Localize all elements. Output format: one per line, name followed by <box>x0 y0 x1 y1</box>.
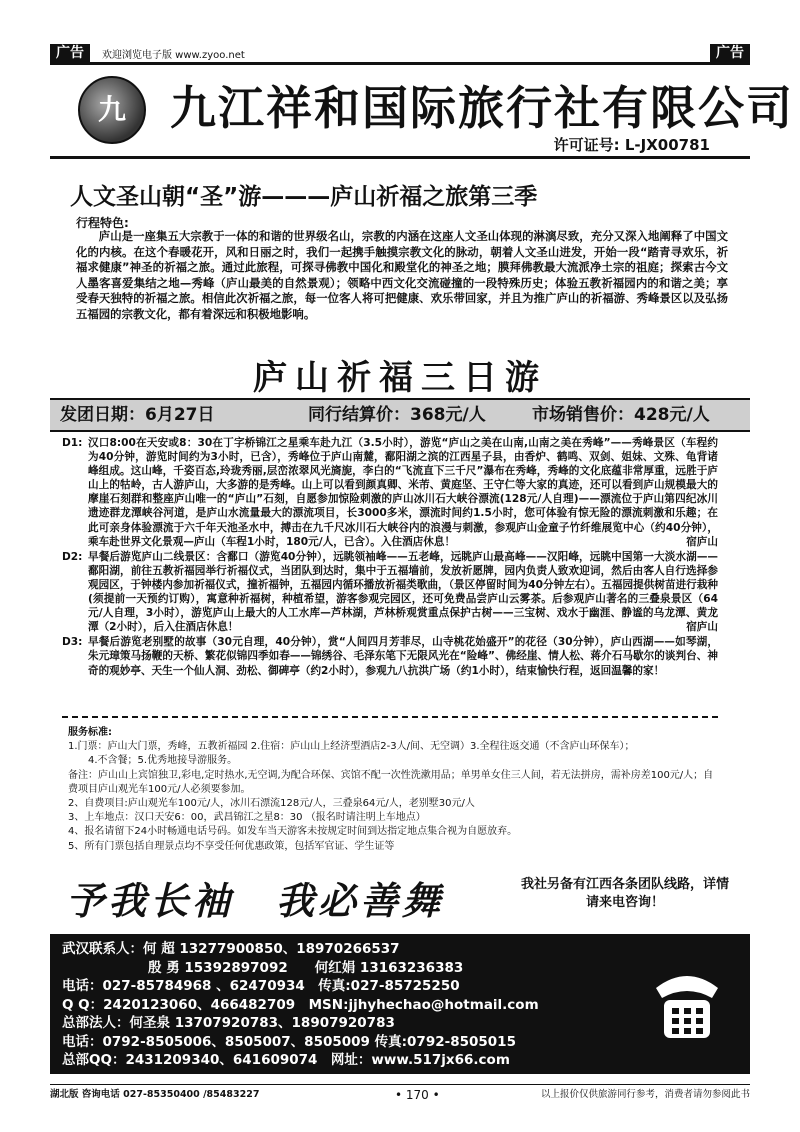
day-label: D3: <box>62 636 83 649</box>
telephone-icon <box>652 966 722 1044</box>
contact-line: 武汉联系人：何 超 13277900850、18970266537 <box>62 941 400 957</box>
day-label: D1: <box>62 437 83 449</box>
day-label: D2: <box>62 550 83 563</box>
peer-price: 同行结算价：368元/人 <box>308 405 486 425</box>
service-heading: 服务标准: <box>68 727 112 738</box>
ad-tag-left: 广告 <box>50 44 90 62</box>
contact-line: 总部法人：何圣泉 13707920783、18907920783 <box>62 1015 395 1031</box>
footer-left: 湖北版 咨询电话 027-85350400 /85483227 <box>50 1089 260 1100</box>
itinerary <box>62 436 718 679</box>
tour-subtitle: 庐山祈福三日游 <box>253 358 547 398</box>
top-bar <box>50 44 750 65</box>
slogan: 予我长袖 我必善舞 <box>66 878 445 923</box>
contact-panel <box>50 934 750 1074</box>
service-line: 备注：庐山山上宾馆独卫,彩电,定时热水,无空调,为配合环保、宾馆不配一次性洗漱用品；单男单女住三人间，若无法拼房，需补房差100元/人；自费项目庐山观光车100元/人必须要参加。 <box>68 769 714 795</box>
features-heading: 行程特色: <box>76 216 129 230</box>
contact-line: 电话：027-85784968 、62470934 传真:027-85725250 <box>62 978 460 994</box>
features-text: 庐山是一座集五大宗教于一体的和谐的世界级名山，宗教的内涵在这座人文圣山体现的淋漓尽致，充分又深入地阐释了中国文化的内核。在这个春暖花开，风和日丽之时，我们一起携手触摸宗教文化的脉动，朝着人文圣山进发，开始一段“踏青寻欢乐，祈福求健康”神圣的祈福之旅。通过此旅程，可探寻佛教中国化和殿堂化的神圣之地；膜拜佛教最大流派净土宗的祖庭；探索古今文人墨客喜爱集结之地—秀峰（庐山最美的自然景观）；领略中西文化交流碰撞的一段特殊历史；体验五教祈福园内的和谐之美；享受春天独特的祈福之旅。相信此次祈福之旅，每一位客人将可把健康、欢乐带回家，并且为推广庐山的祈福游、秀峰景区以及弘扬五福园的宗教文化，都有着深远和积极地影响。 <box>76 229 728 321</box>
license-number: 许可证号: L-JX00781 <box>553 136 710 154</box>
route-note: 我社另备有江西各条团队线路，详情请来电咨询！ <box>520 877 729 910</box>
site-text: 欢迎浏览电子版 www.zyoo.net <box>102 50 245 61</box>
market-price: 市场销售价：428元/人 <box>532 405 710 425</box>
itinerary-day-1 <box>62 436 718 549</box>
day-stay: 宿庐山 <box>686 621 718 634</box>
day-text: 早餐后游览庐山二线景区：含鄱口（游览40分钟），远眺领袖峰——五老峰，远眺庐山最高峰——汉阳峰，远眺中国第一大淡水湖——鄱阳湖，前往五教祈福园举行祈福仪式，当团队到达时，集中于五福墙前，发放祈愿牌，园内负责人致欢迎词，然后由客人自行选择参观园区，于钟楼内参加祈福仪式，撞祈福钟，五福园内循环播放祈福类歌曲，（景区停留时间为40分钟左右）。五福园提供树苗进行栽种(须提前一天预约订购），寓意种祈福树，种植希望，游客参观完园区，还可免费品尝庐山云雾茶。后参观庐山著名的三叠泉景区（64元/人自理，3小时），游览庐山上最大的人工水库—芦林湖，芦林桥观赏重点保护古树——三宝树、戏水于幽涯、静谧的乌龙潭、黄龙潭（2小时），后入住酒店休息！ <box>88 550 718 634</box>
contact-line: 总部QQ：2431209340、641609074 网址：www.517jx66.com <box>62 1052 510 1068</box>
company-logo: 九 <box>78 76 146 144</box>
itinerary-day-3 <box>62 635 718 677</box>
footer-right: 以上报价仅供旅游同行参考，消费者请勿参阅此书 <box>540 1089 750 1100</box>
day-text: 汉口8:00在天安或8：30在丁字桥锦江之星乘车赴九江（3.5小时），游览“庐山之美在山南,山南之美在秀峰”——秀峰景区（车程约为40分钟，游览时间约为3小时，已含），秀峰位于庐山南麓，鄱阳湖之滨的江西星子县，由香炉、鹤鸣、双剑、姐妹、文殊、龟背诸峰组成。这山峰，千姿百态,玲珑秀丽,层峦浓翠风光旖旎，李白的“飞流直下三千尺”瀑布在秀峰，秀峰的文化底蕴非常厚重，远胜于庐山上的牯岭，古人游庐山，大多游的是秀峰。山上可以看到颜真卿、米芾、黄庭坚、王守仁等大家的真迹，还可以看到庐山规模最大的摩崖石刻群和整座庐山唯一的“庐山”石刻，自愿参加惊险刺激的庐山冰川石大峡谷漂流(128元/人自理)——漂流位于庐山第四纪冰川遗迹群龙潭峡谷河道，是庐山水流量最大的漂流项目，长3000多米，漂流时间约1.5小时，您可体验有惊无险的漂流刺激和乐趣；在此可亲身体验漂流于六千年天池圣水中，搏击在九千尺冰川石大峡谷内的浪漫与刺激，参观庐山金童子竹纤维展览中心（约40分钟），乘车赴世界文化景观—庐山（车程1小时，180元/人，已含）。入住酒店休息！ <box>88 437 718 548</box>
dashed-divider <box>62 716 718 718</box>
tour-title: 人文圣山朝“圣”游———庐山祈福之旅第三季 <box>70 184 538 210</box>
company-name: 九江祥和国际旅行社有限公司 <box>170 81 794 135</box>
contact-line: 电话：0792-8505006、8505007、8505009 传真:0792-8505015 <box>62 1033 516 1050</box>
day-stay: 宿庐山 <box>686 535 718 548</box>
service-line: 5、所有门票包括自理景点均不享受任何优惠政策，包括军官证、学生证等 <box>68 840 395 852</box>
price-bar <box>50 398 750 432</box>
contact-line: Q Q：2420123060、466482709 MSN:jjhyhechao@hotmail.com <box>62 996 539 1013</box>
ad-tag-right: 广告 <box>710 44 750 62</box>
service-line: 4、报名请留下24小时畅通电话号码。如发车当天游客未按规定时间到达指定地点集合视为自愿放弃。 <box>68 826 518 838</box>
service-standards <box>68 726 718 854</box>
footer <box>50 1084 750 1105</box>
service-line: 1.门票：庐山大门票，秀峰，五教祈福园 2.住宿：庐山山上经济型酒店2-3人/间、无空调）3.全程往返交通（不含庐山环保车）； <box>68 741 635 753</box>
departure-date: 发团日期：6月27日 <box>60 405 215 425</box>
divider <box>50 156 750 159</box>
service-line: 3、上车地点：汉口天安6：00，武昌锦江之星8：30 （报名时请注明上车地点） <box>68 812 426 824</box>
itinerary-day-2 <box>62 550 718 635</box>
contact-line: 殷 勇 15392897092 何红娟 13163236383 <box>148 959 464 976</box>
day-text: 早餐后游览老别墅的故事（30元自理，40分钟），赏“人间四月芳菲尽，山寺桃花始盛开”的花径（30分钟），庐山西湖——如琴湖，朱元璋策马扬鞭的天桥、繁花似锦四季如春——锦绣谷、毛泽东笔下无限风光在“险峰”、佛经崖、情人松、蒋介石马歇尔的谈判台、神奇的观妙亭、天生一个仙人洞、劲松、御碑亭（约2小时），参观九八抗洪广场（约1小时），结束愉快行程，返回温馨的家！ <box>88 636 718 677</box>
service-line: 4.不含餐；5.优秀地接导游服务。 <box>68 755 238 767</box>
page-number: • 170 • <box>395 1088 440 1102</box>
service-line: 2、自费项目:庐山观光车100元/人，冰川石漂流128元/人，三叠泉64元/人，老别墅30元/人 <box>68 798 475 810</box>
